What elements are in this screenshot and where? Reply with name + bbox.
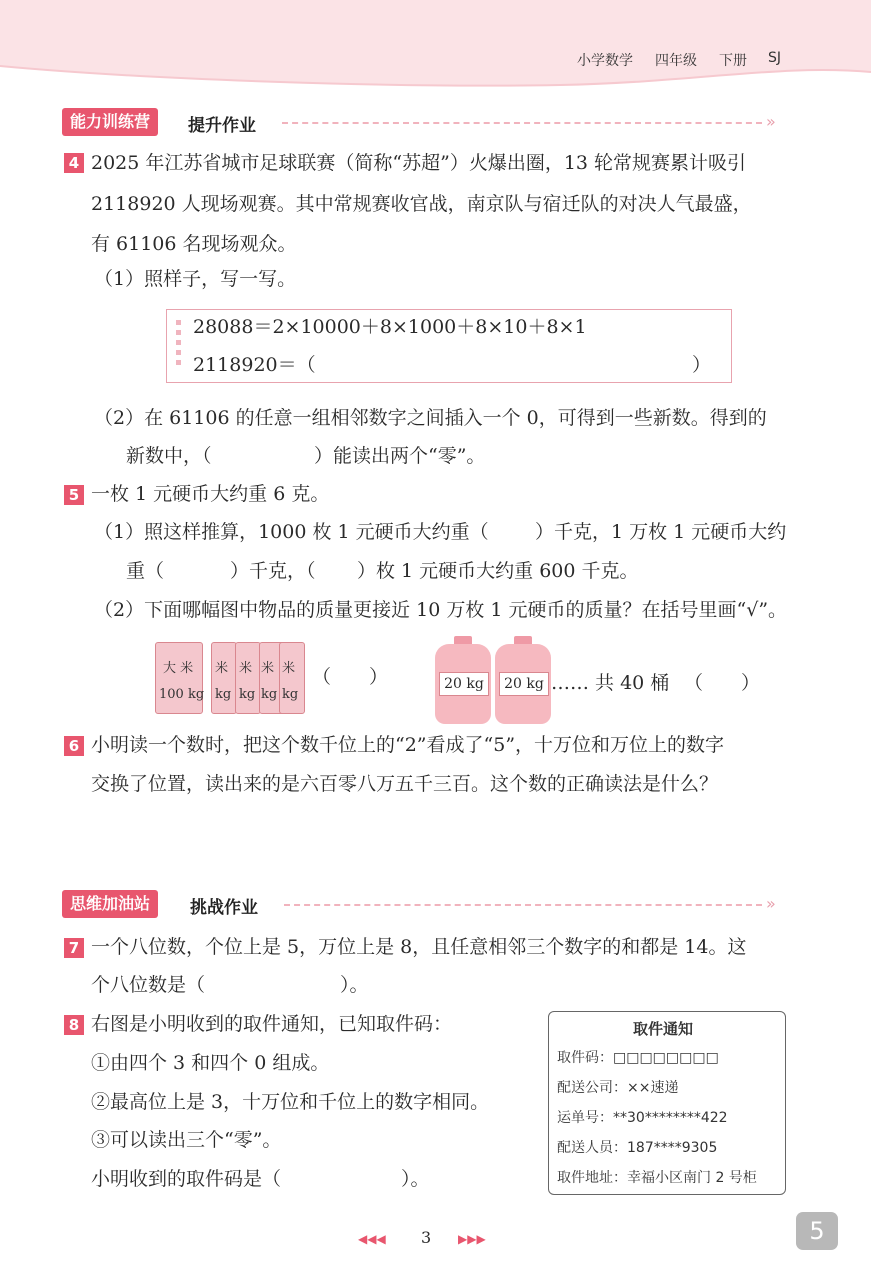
question-number-4: 4 (64, 153, 84, 173)
jug-label: 20 kg (499, 672, 549, 696)
section-subtitle-challenge: 挑战作业 (190, 898, 258, 918)
question-number-6: 6 (64, 736, 84, 756)
rice-bag-small-bottom: kg (215, 687, 232, 702)
box-decoration-dots (176, 320, 182, 370)
q5-part-2-prompt: （2）下面哪幅图中物品的质量更接近 10 万枚 1 元硬币的质量？在括号里画“√”。 (94, 599, 788, 621)
q4-part-1-prompt: （1）照样子，写一写。 (94, 268, 297, 290)
rice-bag-label-top: 大 米 (163, 661, 194, 676)
q7-stem-line-2a[interactable]: 个八位数是（ (91, 974, 206, 996)
jug-label: 20 kg (439, 672, 489, 696)
section-tag-thinking: 思维加油站 (62, 890, 158, 918)
q5-part-1-line-1b: ）千克，1 万枚 1 元硬币大约 (535, 521, 787, 543)
question-number-7: 7 (64, 938, 84, 958)
q4-part-2-line-1: （2）在 61106 的任意一组相邻数字之间插入一个 0，可得到一些新数。得到的 (94, 407, 767, 429)
rice-bag-small-bottom: kg (261, 687, 278, 702)
q6-stem-line-1: 小明读一个数时，把这个数千位上的“2”看成了“5”，十万位和万位上的数字 (91, 734, 725, 756)
q4-part-2-line-2a[interactable]: 新数中，（ (126, 445, 212, 467)
rice-bag (211, 642, 237, 714)
rice-bag-small-top: 米 (239, 661, 253, 676)
q8-answer-prompt[interactable]: 小明收到的取件码是（ (91, 1168, 282, 1190)
notice-pickup-code: 取件码：□□□□□□□□ (557, 1050, 719, 1066)
q7-stem-line-2b: ）。 (340, 974, 369, 996)
answer-blank-expansion-left[interactable]: 2118920＝（ (193, 354, 316, 376)
page-number: 3 (421, 1228, 432, 1247)
question-number-5: 5 (64, 485, 84, 505)
q8-condition-1: ①由四个 3 和四个 0 组成。 (91, 1052, 330, 1074)
chevron-right-icon: » (766, 112, 776, 131)
answer-bracket-rice[interactable]: （ ） (312, 666, 389, 688)
q5-stem: 一枚 1 元硬币大约重 6 克。 (91, 483, 330, 505)
notice-title: 取件通知 (633, 1020, 694, 1038)
rice-bag-label-bottom: 100 kg (159, 687, 205, 702)
q8-stem: 右图是小明收到的取件通知，已知取件码： (91, 1013, 453, 1035)
q4-stem-line-3: 有 61106 名现场观众。 (91, 233, 297, 255)
rice-bags-illustration (155, 642, 305, 718)
q4-part-2-line-2b: ）能读出两个“零”。 (314, 445, 486, 467)
rice-bag (279, 642, 305, 714)
q5-part-1-line-2c: ）枚 1 元硬币大约重 600 千克。 (357, 560, 639, 582)
rice-bag (155, 642, 203, 714)
rice-bag-small-top: 米 (282, 661, 296, 676)
notice-courier: 配送人员：187****9305 (557, 1140, 718, 1156)
question-number-8: 8 (64, 1015, 84, 1035)
section-divider (284, 904, 762, 906)
header-grade: 四年级 (655, 53, 697, 69)
q5-part-1-line-2b[interactable]: ）千克，（ (230, 560, 316, 582)
notice-tracking-number: 运单号：**30********422 (557, 1110, 728, 1126)
q8-condition-2: ②最高位上是 3，十万位和千位上的数字相同。 (91, 1091, 490, 1113)
q5-part-1-line-1a[interactable]: （1）照这样推算，1000 枚 1 元硬币大约重（ (94, 521, 489, 543)
chevron-right-icon: » (766, 894, 776, 913)
header-edition: SJ (768, 50, 782, 66)
rice-bag-small-bottom: kg (282, 687, 299, 702)
header-volume: 下册 (719, 53, 747, 69)
water-jugs-illustration (435, 636, 557, 726)
q7-stem-line-1: 一个八位数，个位上是 5，万位上是 8，且任意相邻三个数字的和都是 14。这 (91, 936, 747, 958)
rice-bag-small-bottom: kg (239, 687, 256, 702)
rice-bag (235, 642, 261, 714)
q6-stem-line-2: 交换了位置，读出来的是六百零八万五千三百。这个数的正确读法是什么？ (91, 773, 719, 795)
example-expression: 28088＝2×10000＋8×1000＋8×10＋8×1 (193, 316, 587, 338)
q4-stem-line-2: 2118920 人现场观赛。其中常规赛收官战，南京队与宿迁队的对决人气最盛， (91, 193, 752, 215)
q8-condition-3: ③可以读出三个“零”。 (91, 1129, 282, 1151)
section-subtitle-homework: 提升作业 (188, 116, 256, 136)
page-badge: 5 (796, 1212, 838, 1250)
rice-bag-small-top: 米 (261, 661, 275, 676)
notice-address: 取件地址：幸福小区南门 2 号柜 (557, 1170, 757, 1186)
section-tag-training: 能力训练营 (62, 108, 158, 136)
q5-part-1-line-2a[interactable]: 重（ (126, 560, 165, 582)
q8-answer-close: ）。 (401, 1168, 430, 1190)
next-arrows-icon: ▶▶▶ (458, 1232, 486, 1246)
section-divider (282, 122, 762, 124)
jug-count-text: …… 共 40 桶 (551, 672, 670, 694)
notice-company: 配送公司：××速递 (557, 1080, 679, 1096)
answer-bracket-jugs[interactable]: （ ） (684, 672, 761, 694)
prev-arrows-icon: ◀◀◀ (358, 1232, 386, 1246)
q4-stem-line-1: 2025 年江苏省城市足球联赛（简称“苏超”）火爆出圈，13 轮常规赛累计吸引 (91, 152, 747, 174)
answer-blank-expansion-right: ） (692, 354, 712, 376)
header-subject: 小学数学 (577, 53, 633, 69)
rice-bag-small-top: 米 (215, 661, 229, 676)
